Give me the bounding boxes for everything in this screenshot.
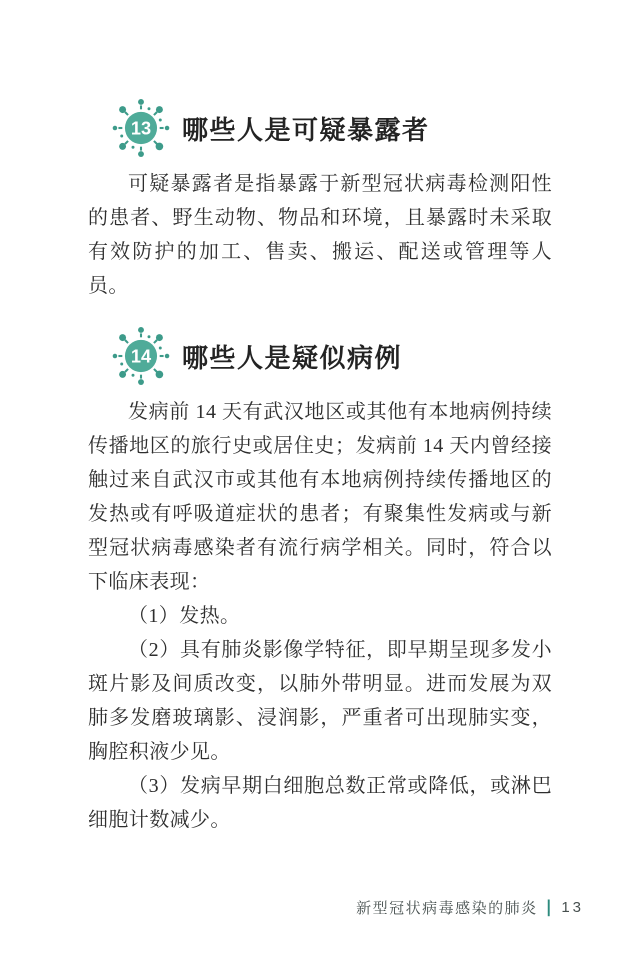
footer-book-title: 新型冠状病毒感染的肺炎 (356, 900, 538, 917)
footer-separator: | (546, 897, 553, 918)
section-suspected-case (88, 323, 552, 837)
section-title: 哪些人是疑似病例 (182, 342, 403, 373)
section-suspected-exposure (88, 95, 552, 303)
paragraph: 发病前 14 天有武汉地区或其他有本地病例持续传播地区的旅行史或居住史；发病前 14 天内曾经接触过来自武汉市或其他有本地病例持续传播地区的发热或有呼吸道症状的患者；有聚集性发病或与新型冠状病毒感染者有流行病学相关。同时，符合以下临床表现： (88, 401, 552, 593)
virus-number-icon (108, 95, 174, 161)
list-item: （3）发病早期白细胞总数正常或降低，或淋巴细胞计数减少。 (88, 775, 552, 831)
list-item: （2）具有肺炎影像学特征，即早期呈现多发小斑片影及间质改变，以肺外带明显。进而发展为双肺多发磨玻璃影、浸润影，严重者可出现肺实变，胸腔积液少见。 (88, 639, 552, 763)
virus-number-icon (108, 323, 174, 389)
list-item: （1）发热。 (128, 605, 241, 627)
section-number: 13 (130, 117, 152, 139)
page-footer (356, 897, 584, 918)
section-header (108, 323, 552, 389)
section-body (88, 395, 552, 837)
page-number: 13 (561, 899, 584, 916)
section-header (108, 95, 552, 161)
section-title: 哪些人是可疑暴露者 (182, 114, 430, 145)
section-number: 14 (130, 345, 152, 367)
paragraph: 可疑暴露者是指暴露于新型冠状病毒检测阳性的患者、野生动物、物品和环境，且暴露时未采取有效防护的加工、售卖、搬运、配送或管理等人员。 (88, 173, 552, 297)
section-body (88, 167, 552, 303)
